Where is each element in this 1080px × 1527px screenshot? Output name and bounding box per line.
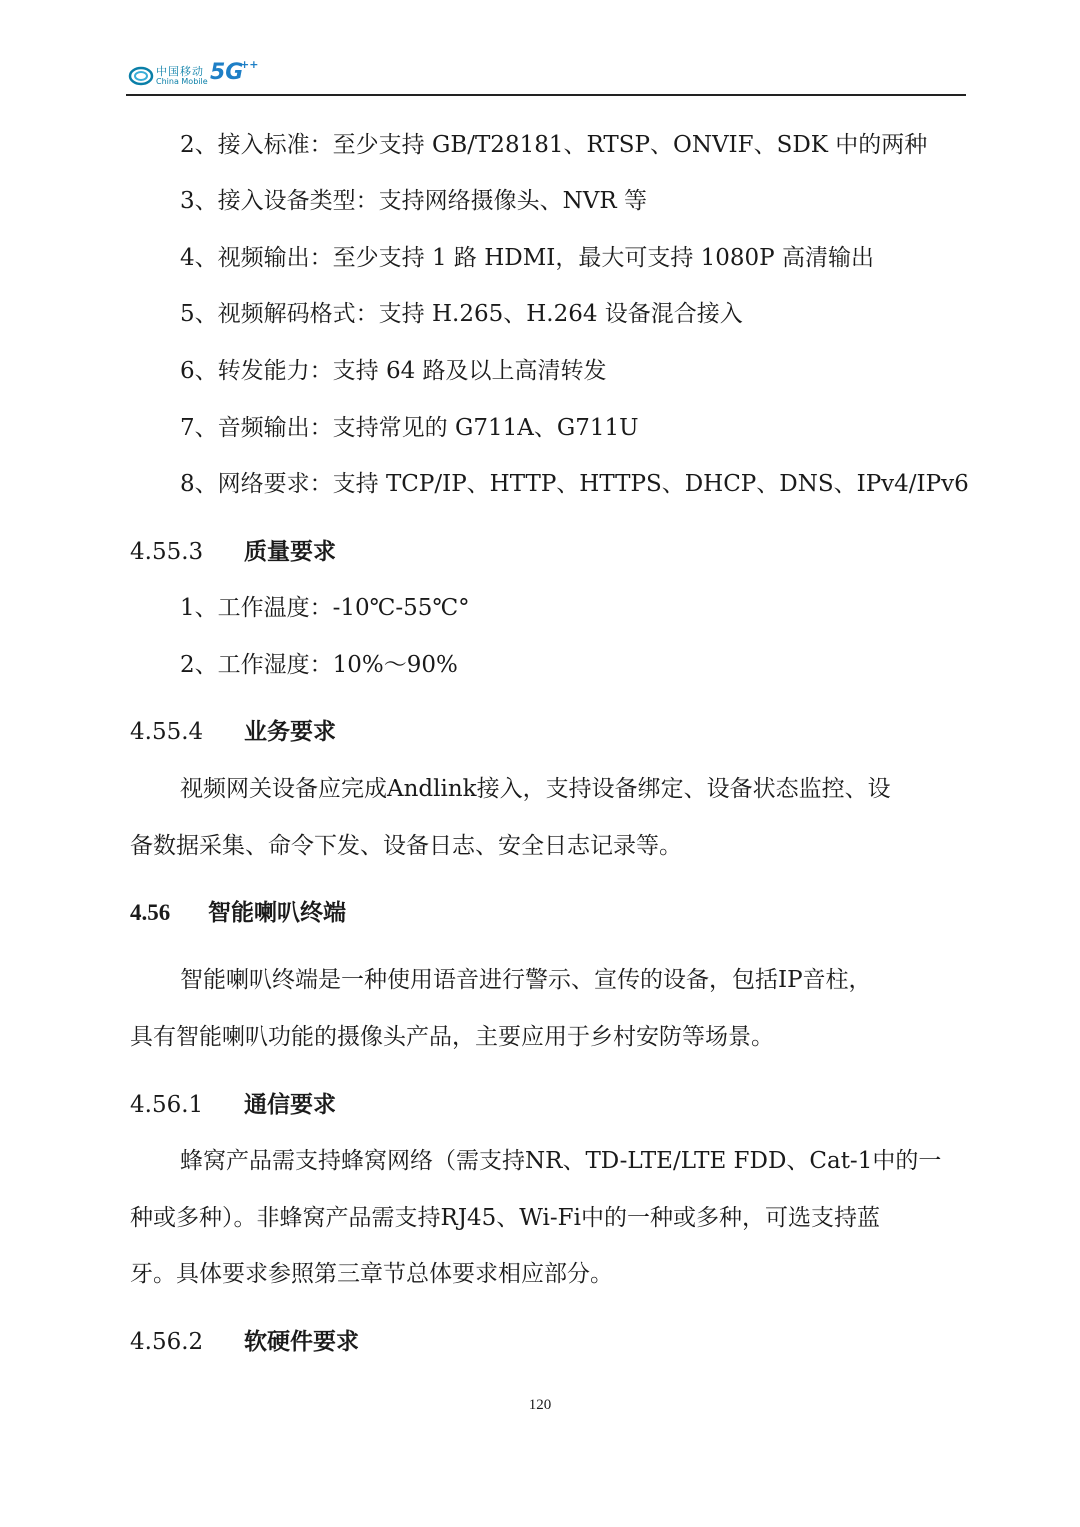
list-item: 2、工作湿度：10%～90%	[180, 652, 458, 678]
paragraph-line: 蜂窝产品需支持蜂窝网络（需支持NR、TD-LTE/LTE FDD、Cat-1中的一	[180, 1148, 942, 1174]
section-title: 质量要求	[244, 538, 336, 565]
page-header	[126, 56, 966, 96]
list-item: 2、接入标准：至少支持 GB/T28181、RTSP、ONVIF、SDK 中的两种	[180, 132, 928, 158]
list-item: 8、网络要求：支持 TCP/IP、HTTP、HTTPS、DHCP、DNS、IPv4/IPv6	[180, 471, 969, 497]
list-item: 6、转发能力：支持 64 路及以上高清转发	[180, 358, 607, 384]
list-item: 1、工作温度：-10℃-55℃°	[180, 595, 470, 621]
logo-5g-mark: 5G	[210, 60, 244, 85]
section-heading-4-56-2	[130, 1327, 359, 1357]
section-heading-4-55-3	[130, 537, 336, 567]
section-title: 通信要求	[244, 1091, 336, 1118]
logo-english-text: China Mobile	[156, 77, 208, 86]
section-heading-4-55-4	[130, 717, 336, 747]
section-title: 软硬件要求	[244, 1328, 359, 1355]
section-title: 智能喇叭终端	[208, 899, 346, 926]
section-heading-4-56	[130, 898, 346, 928]
china-mobile-logo	[126, 58, 259, 92]
paragraph-line: 牙。具体要求参照第三章节总体要求相应部分。	[130, 1261, 613, 1287]
section-number: 4.56.1	[130, 1092, 204, 1118]
paragraph-line: 种或多种）。非蜂窝产品需支持RJ45、Wi-Fi中的一种或多种，可选支持蓝	[130, 1205, 880, 1231]
list-item: 3、接入设备类型：支持网络摄像头、NVR 等	[180, 188, 647, 214]
section-number: 4.56.2	[130, 1329, 204, 1355]
list-item: 7、音频输出：支持常见的 G711A、G711U	[180, 415, 639, 441]
section-heading-4-56-1	[130, 1090, 336, 1120]
paragraph-line: 智能喇叭终端是一种使用语音进行警示、宣传的设备，包括IP音柱，	[180, 967, 872, 993]
logo-chinese-text: 中国移动	[156, 65, 204, 78]
paragraph-line: 备数据采集、命令下发、设备日志、安全日志记录等。	[130, 833, 682, 859]
list-item: 5、视频解码格式：支持 H.265、H.264 设备混合接入	[180, 301, 743, 327]
section-title: 业务要求	[244, 718, 336, 745]
paragraph-line: 视频网关设备应完成Andlink接入，支持设备绑定、设备状态监控、设	[180, 776, 891, 802]
china-mobile-swirl-icon	[128, 64, 154, 88]
section-number: 4.56	[130, 900, 171, 925]
list-item: 4、视频输出：至少支持 1 路 HDMI，最大可支持 1080P 高清输出	[180, 245, 874, 271]
section-number: 4.55.3	[130, 539, 204, 565]
paragraph-line: 具有智能喇叭功能的摄像头产品，主要应用于乡村安防等场景。	[130, 1024, 774, 1050]
logo-plus-mark: ++	[240, 58, 259, 71]
page-number: 120	[528, 1397, 552, 1413]
section-number: 4.55.4	[130, 719, 204, 745]
